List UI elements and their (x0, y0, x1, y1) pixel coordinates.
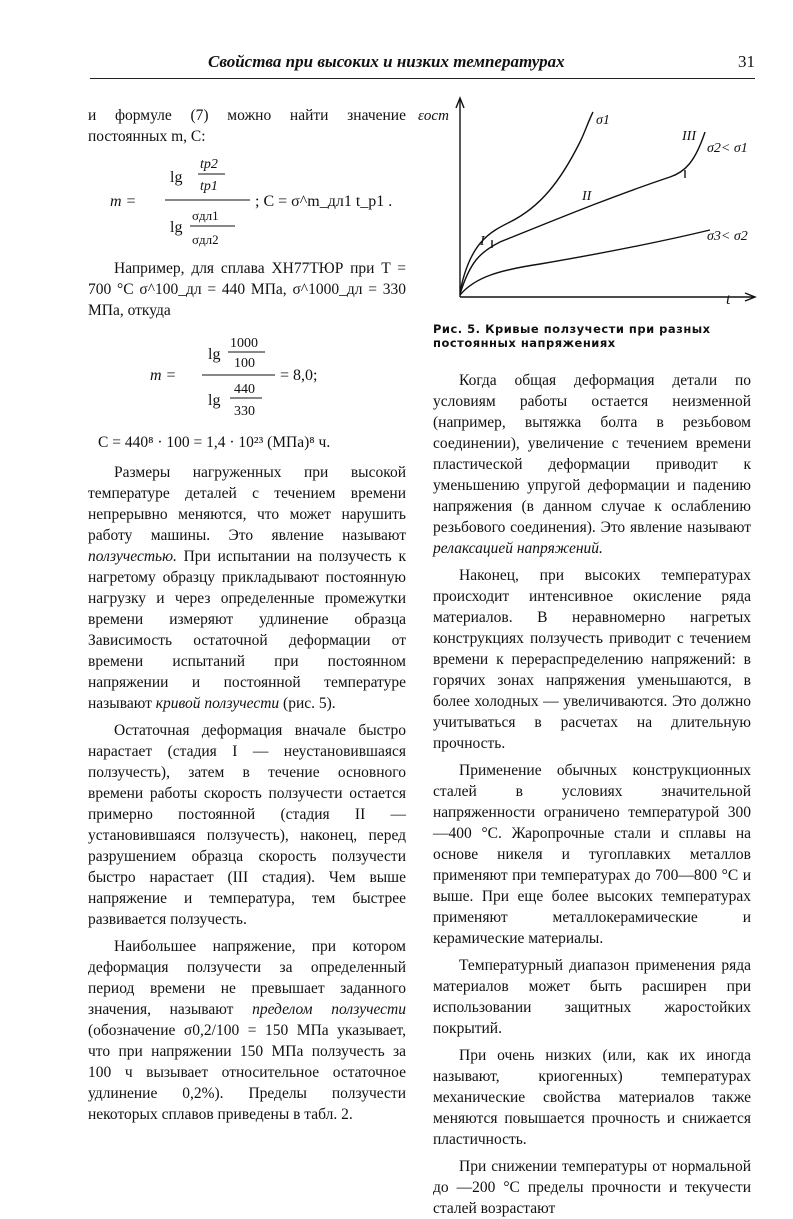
eq2-n1: 1000 (230, 336, 258, 351)
term-creep-limit: пределом ползучести (252, 1001, 406, 1018)
eq1-tp1: tp1 (200, 179, 218, 194)
eq2-lg2: lg (208, 392, 221, 409)
header-title: Свойства при высоких и низких температурах (208, 52, 565, 71)
formula-m-c (110, 150, 410, 250)
eq1-sig1: σдл1 (192, 208, 219, 223)
formula-c-value: C = 440⁸ · 100 = 1,4 · 10²³ (МПа)⁸ ч. (98, 434, 331, 451)
running-header (90, 48, 755, 79)
right-column-body (433, 370, 751, 1219)
eq2-d1: 100 (234, 356, 255, 371)
paragraph-coatings: Температурный диапазон применения ряда материалов может быть расширен при использовании защитных жаростойких покрытий. (433, 957, 751, 1037)
page-number: 31 (738, 52, 755, 71)
caption-number: Рис. 5. (433, 322, 481, 336)
creep-curves-figure (410, 92, 770, 322)
paragraph-cryogenic: При очень низких (или, как их иногда называют, криогенных) температурах механические свойства материалов также меняются повышается прочность и снижается пластичность. (433, 1047, 751, 1148)
example-paragraph-block (88, 258, 406, 321)
eq1-lg-top: lg (170, 169, 183, 186)
paragraph-low-temp: При снижении температуры от нормальной до —200 °C пределы прочности и текучести сталей возрастают (433, 1158, 751, 1217)
eq2-lg1: lg (208, 346, 221, 363)
x-axis-label: t (726, 291, 731, 308)
curve-sigma1 (460, 112, 593, 292)
eq1-c: ; C = σ^m_дл1 t_p1 . (255, 193, 393, 210)
paragraph-stages: Остаточная деформация вначале быстро нарастает (стадия I — неустановившаяся ползучесть), затем в течение основного времени работы скорость ползучести остается примерно постоянной (стадия II — установившаяся ползучесть), наконец, перед разрушением образца скорость ползучести быстро нарастает (III стадия). Чем выше напряжение и температура, тем быстрее развивается ползучесть. (88, 722, 406, 928)
paragraph-oxidation: Наконец, при высоких температурах происходит интенсивное окисление ряда материалов. В неравномерно нагретых конструкциях ползучесть приводит с течением времени к перераспределению напряжений: в горячих зонах напряжения уменьшаются, в более холодных — увеличиваются. Это должно учитываться в расчетах на длительную прочность. (433, 567, 751, 752)
curve-sigma2 (460, 132, 705, 294)
paragraph: Например, для сплава ХН77ТЮР при T = 700 °C σ^100_дл = 440 МПа, σ^1000_дл = 330 МПа, откуда (88, 260, 406, 319)
label-sigma3: σ3< σ2 (707, 229, 748, 244)
eq2-result: = 8,0; (280, 367, 318, 384)
term-relaxation: релаксацией напряжений. (433, 540, 603, 557)
paragraph-creep-limit: Наибольшее напряжение, при котором деформация ползучести за определенный период времени не превышает заданного значения, называют пределом ползучести (обозначение σ0,2/100 = 150 МПа указывает, что при напряжении 150 МПа ползучесть за 100 ч вызывает относительное остаточное удлинение 0,2%). Пределы ползучести некоторых сплавов приведены в табл. 2. (88, 938, 406, 1123)
paragraph-creep: Размеры нагруженных при высокой температуре деталей с течением времени непрерывно меняются, что может нарушить работу машины. Это явление называют ползучестью. При испытании на ползучесть к нагретому образцу прикладывают постоянную нагрузку и через определенные промежутки времени измеряют удлинение образца Зависимость остаточной деформации от времени испытаний при постоянном напряжении и постоянной температуре называют кривой ползучести (рис. 5). (88, 464, 406, 712)
eq1-m: m = (110, 193, 137, 210)
curve-sigma3 (460, 230, 710, 295)
term-creep: ползучестью. (88, 548, 177, 565)
eq2-n2: 440 (234, 382, 255, 397)
label-stage2: II (582, 189, 592, 204)
eq2-d2: 330 (234, 404, 255, 419)
paragraph-relaxation: Когда общая деформация детали по условиям работы остается неизменной (например, вытяжка болта в резьбовом соединении), увеличение с течением времени пластической деформации приводит к уменьшению упругой деформации и падению напряжения (в данном случае к ослаблению резьбового соединения). Это явление называют релаксацией напряжений. (433, 372, 751, 557)
term-creep-curve: кривой ползучести (155, 695, 280, 712)
label-sigma1: σ1 (596, 113, 610, 128)
figure-caption (433, 322, 758, 350)
label-stage3: III (682, 129, 696, 144)
caption-text: Кривые ползучести при разных постоянных напряжениях (433, 322, 711, 350)
label-sigma2: σ2< σ1 (707, 141, 748, 156)
eq2-m: m = (150, 367, 177, 384)
eq1-sig2: σдл2 (192, 232, 219, 247)
paragraph: и формуле (7) можно найти значение постоянных m, C: (88, 107, 406, 145)
paragraph-steels: Применение обычных конструкционных сталей в условиях значительной напряженности ограничено температурой 300—400 °C. Жаропрочные стали и сплавы на основе никеля и тугоплавких металлов применяют при температурах до 700—800 °C и выше. При еще более высоких температурах применяют металлокерамические и керамические материалы. (433, 762, 751, 947)
left-column-intro (88, 105, 406, 147)
formula-m-value (150, 335, 400, 425)
label-stage1: I (480, 234, 485, 249)
eq1-tp2: tp2 (200, 157, 218, 172)
eq1-lg-bot: lg (170, 219, 183, 236)
y-axis-label: εост (418, 108, 449, 124)
left-column-body (88, 462, 406, 1125)
